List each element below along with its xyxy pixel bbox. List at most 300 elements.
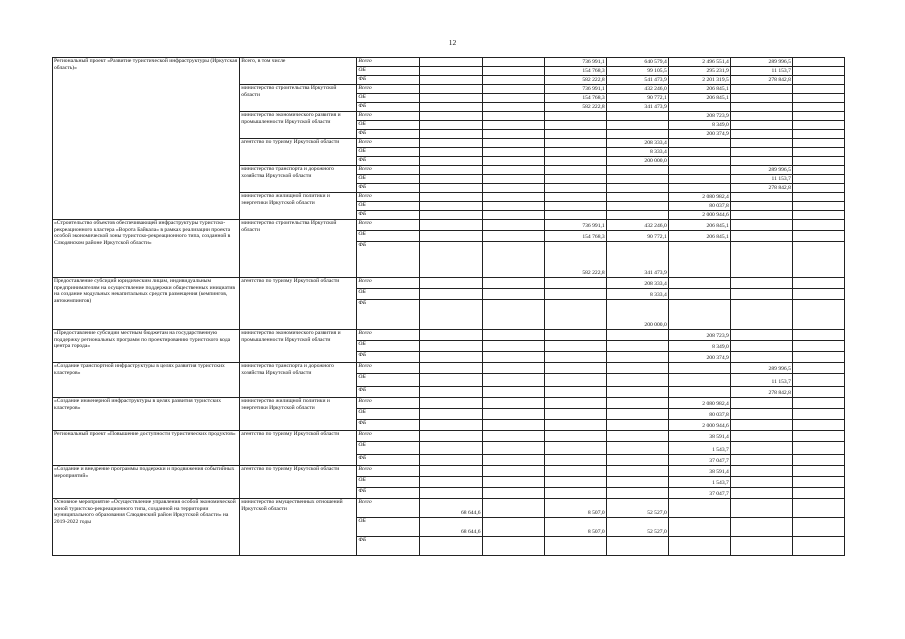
amount-cell bbox=[482, 289, 544, 300]
amount-cell bbox=[544, 477, 606, 488]
amount-cell bbox=[606, 455, 668, 466]
amount-cell bbox=[792, 166, 844, 175]
amount-cell bbox=[792, 148, 844, 157]
amount-cell bbox=[730, 242, 792, 278]
amount-cell bbox=[730, 499, 792, 518]
amount-cell bbox=[730, 121, 792, 130]
amount-cell bbox=[606, 420, 668, 431]
amount-cell bbox=[730, 409, 792, 420]
amount-cell bbox=[606, 202, 668, 211]
amount-cell bbox=[420, 477, 482, 488]
amount-cell bbox=[668, 278, 730, 289]
amount-cell bbox=[482, 58, 544, 67]
amount-cell bbox=[668, 166, 730, 175]
amount-cell bbox=[482, 352, 544, 363]
amount-cell bbox=[730, 220, 792, 231]
amount-cell: 289 996,5 bbox=[730, 363, 792, 374]
amount-cell: 289 996,5 bbox=[730, 58, 792, 67]
funding-source-cell: ОБ bbox=[357, 67, 420, 76]
table-row bbox=[53, 278, 845, 289]
amount-cell: 200 000,0 bbox=[606, 300, 668, 330]
amount-cell bbox=[420, 166, 482, 175]
amount-cell bbox=[606, 431, 668, 442]
amount-cell bbox=[730, 231, 792, 242]
amount-cell bbox=[482, 94, 544, 103]
table-row bbox=[53, 499, 845, 518]
amount-cell: 582 222,8 bbox=[544, 76, 606, 85]
amount-cell: 90 772,1 bbox=[606, 231, 668, 242]
amount-cell bbox=[482, 148, 544, 157]
amount-cell bbox=[730, 94, 792, 103]
amount-cell bbox=[792, 184, 844, 193]
amount-cell bbox=[792, 537, 844, 556]
amount-cell bbox=[668, 103, 730, 112]
amount-cell bbox=[606, 477, 668, 488]
amount-cell bbox=[606, 341, 668, 352]
funding-source-cell: ФБ bbox=[357, 387, 420, 398]
funding-source-cell: Всего bbox=[357, 363, 420, 374]
amount-cell bbox=[420, 341, 482, 352]
executor-cell: министерство транспорта и дорожного хозяйства Иркутской области bbox=[240, 166, 357, 193]
amount-cell bbox=[792, 242, 844, 278]
amount-cell bbox=[482, 330, 544, 341]
amount-cell bbox=[420, 231, 482, 242]
amount-cell bbox=[668, 499, 730, 518]
amount-cell: 582 222,8 bbox=[544, 103, 606, 112]
amount-cell bbox=[792, 300, 844, 330]
amount-cell bbox=[792, 94, 844, 103]
amount-cell: 80 037,8 bbox=[668, 409, 730, 420]
amount-cell bbox=[482, 175, 544, 184]
amount-cell: 8 349,0 bbox=[668, 121, 730, 130]
amount-cell bbox=[420, 103, 482, 112]
executor-cell: министерство жилищной политики и энергетики Иркутской области bbox=[240, 398, 357, 431]
executor-cell: министерство жилищной политики и энергетики Иркутской области bbox=[240, 193, 357, 220]
funding-source-cell: ФБ bbox=[357, 76, 420, 85]
amount-cell bbox=[482, 300, 544, 330]
funding-source-cell: ФБ bbox=[357, 130, 420, 139]
amount-cell bbox=[792, 518, 844, 537]
amount-cell bbox=[792, 202, 844, 211]
amount-cell bbox=[606, 363, 668, 374]
amount-cell: 200 374,9 bbox=[668, 130, 730, 139]
amount-cell bbox=[544, 300, 606, 330]
amount-cell bbox=[420, 184, 482, 193]
amount-cell bbox=[544, 166, 606, 175]
amount-cell: 68 644,6 bbox=[420, 518, 482, 537]
amount-cell bbox=[420, 211, 482, 220]
funding-source-cell: ФБ bbox=[357, 300, 420, 330]
amount-cell: 206 845,1 bbox=[668, 220, 730, 231]
executor-cell: министерство строительства Иркутской области bbox=[240, 85, 357, 112]
amount-cell bbox=[482, 121, 544, 130]
amount-cell: 289 996,5 bbox=[730, 166, 792, 175]
executor-cell: агентство по туризму Иркутской области bbox=[240, 139, 357, 166]
amount-cell bbox=[668, 518, 730, 537]
funding-source-cell: ОБ bbox=[357, 175, 420, 184]
amount-cell bbox=[668, 537, 730, 556]
amount-cell bbox=[730, 420, 792, 431]
activity-name-cell: Региональный проект «Развитие туристической инфраструктуры (Иркутская область)» bbox=[53, 58, 240, 220]
table-row bbox=[53, 58, 845, 67]
amount-cell: 736 991,1 bbox=[544, 220, 606, 231]
amount-cell bbox=[606, 398, 668, 409]
amount-cell bbox=[482, 442, 544, 455]
amount-cell bbox=[668, 300, 730, 330]
amount-cell bbox=[730, 289, 792, 300]
activity-name-cell: «Создание инженерной инфраструктуры в целях развития туристских кластеров» bbox=[53, 398, 240, 431]
executor-cell: министерство строительства Иркутской области bbox=[240, 220, 357, 278]
amount-cell bbox=[730, 455, 792, 466]
amount-cell bbox=[482, 67, 544, 76]
amount-cell: 1 543,7 bbox=[668, 442, 730, 455]
amount-cell bbox=[544, 488, 606, 499]
executor-cell: агентство по туризму Иркутской области bbox=[240, 466, 357, 499]
funding-source-cell: ФБ bbox=[357, 211, 420, 220]
amount-cell: 68 644,6 bbox=[420, 499, 482, 518]
amount-cell: 736 991,1 bbox=[544, 85, 606, 94]
amount-cell bbox=[606, 121, 668, 130]
amount-cell bbox=[668, 242, 730, 278]
amount-cell: 8 333,4 bbox=[606, 289, 668, 300]
amount-cell bbox=[792, 466, 844, 477]
amount-cell bbox=[792, 431, 844, 442]
amount-cell bbox=[420, 121, 482, 130]
amount-cell bbox=[730, 442, 792, 455]
amount-cell bbox=[792, 499, 844, 518]
amount-cell bbox=[482, 409, 544, 420]
amount-cell bbox=[420, 157, 482, 166]
executor-cell: министерство транспорта и дорожного хозяйства Иркутской области bbox=[240, 363, 357, 398]
amount-cell bbox=[668, 289, 730, 300]
funding-source-cell: ФБ bbox=[357, 455, 420, 466]
amount-cell bbox=[792, 420, 844, 431]
amount-cell bbox=[792, 121, 844, 130]
amount-cell: 154 768,3 bbox=[544, 67, 606, 76]
amount-cell bbox=[544, 157, 606, 166]
amount-cell: 432 246,0 bbox=[606, 220, 668, 231]
funding-source-cell: ОБ bbox=[357, 341, 420, 352]
amount-cell bbox=[792, 231, 844, 242]
amount-cell bbox=[606, 537, 668, 556]
activity-name-cell: Основное мероприятие «Осуществление управления особой экономической зоной туристско-рекреационного типа, созданной на территории муниципального образования Слюдянский район Иркутской области» на 2019-2022 годы bbox=[53, 499, 240, 556]
amount-cell bbox=[420, 202, 482, 211]
amount-cell: 341 473,9 bbox=[606, 242, 668, 278]
activity-name-cell: Предоставление субсидий юридическим лицам, индивидуальным предпринимателям на осуществление поддержки общественных инициатив на создание модульных некапитальных средств размещения (кемпингов, автокемпингов) bbox=[53, 278, 240, 330]
funding-source-cell: ФБ bbox=[357, 103, 420, 112]
amount-cell: 11 153,7 bbox=[730, 67, 792, 76]
amount-cell bbox=[420, 300, 482, 330]
amount-cell bbox=[544, 130, 606, 139]
amount-cell bbox=[730, 300, 792, 330]
amount-cell bbox=[482, 431, 544, 442]
amount-cell bbox=[420, 409, 482, 420]
funding-source-cell: ФБ bbox=[357, 157, 420, 166]
funding-source-cell: Всего bbox=[357, 278, 420, 289]
amount-cell bbox=[792, 76, 844, 85]
amount-cell bbox=[544, 289, 606, 300]
amount-cell bbox=[544, 409, 606, 420]
amount-cell bbox=[792, 330, 844, 341]
amount-cell bbox=[420, 398, 482, 409]
amount-cell bbox=[420, 278, 482, 289]
amount-cell bbox=[544, 184, 606, 193]
amount-cell bbox=[668, 184, 730, 193]
amount-cell bbox=[482, 85, 544, 94]
amount-cell bbox=[482, 398, 544, 409]
amount-cell bbox=[544, 420, 606, 431]
amount-cell bbox=[730, 112, 792, 121]
amount-cell bbox=[792, 374, 844, 387]
amount-cell bbox=[482, 466, 544, 477]
amount-cell bbox=[544, 455, 606, 466]
amount-cell: 640 579,4 bbox=[606, 58, 668, 67]
amount-cell: 2 080 982,4 bbox=[668, 398, 730, 409]
amount-cell bbox=[420, 466, 482, 477]
amount-cell bbox=[792, 363, 844, 374]
amount-cell bbox=[730, 466, 792, 477]
amount-cell: 52 527,0 bbox=[606, 499, 668, 518]
amount-cell bbox=[482, 420, 544, 431]
amount-cell bbox=[730, 148, 792, 157]
amount-cell: 2 000 944,6 bbox=[668, 420, 730, 431]
amount-cell bbox=[606, 175, 668, 184]
amount-cell bbox=[420, 58, 482, 67]
amount-cell bbox=[420, 537, 482, 556]
amount-cell bbox=[730, 139, 792, 148]
amount-cell bbox=[792, 398, 844, 409]
amount-cell bbox=[730, 103, 792, 112]
amount-cell bbox=[420, 220, 482, 231]
executor-cell: министерство экономического развития и промышленности Иркутской области bbox=[240, 330, 357, 363]
amount-cell bbox=[482, 242, 544, 278]
amount-cell bbox=[482, 130, 544, 139]
amount-cell bbox=[544, 193, 606, 202]
funding-source-cell: Всего bbox=[357, 499, 420, 518]
amount-cell bbox=[420, 112, 482, 121]
funding-source-cell: Всего bbox=[357, 220, 420, 231]
amount-cell: 11 153,7 bbox=[730, 175, 792, 184]
amount-cell bbox=[792, 289, 844, 300]
amount-cell bbox=[606, 352, 668, 363]
amount-cell bbox=[606, 409, 668, 420]
amount-cell bbox=[792, 67, 844, 76]
funding-source-cell: ОБ bbox=[357, 289, 420, 300]
table-row bbox=[53, 330, 845, 341]
amount-cell bbox=[792, 488, 844, 499]
amount-cell bbox=[544, 139, 606, 148]
amount-cell bbox=[544, 175, 606, 184]
amount-cell bbox=[482, 157, 544, 166]
funding-source-cell: ОБ bbox=[357, 148, 420, 157]
amount-cell: 154 768,3 bbox=[544, 231, 606, 242]
amount-cell bbox=[420, 387, 482, 398]
amount-cell bbox=[420, 352, 482, 363]
amount-cell bbox=[792, 477, 844, 488]
amount-cell: 37 047,7 bbox=[668, 455, 730, 466]
amount-cell bbox=[606, 112, 668, 121]
amount-cell bbox=[544, 537, 606, 556]
funding-source-cell: ОБ bbox=[357, 518, 420, 537]
amount-cell: 8 349,0 bbox=[668, 341, 730, 352]
amount-cell bbox=[730, 431, 792, 442]
amount-cell bbox=[482, 537, 544, 556]
amount-cell bbox=[792, 139, 844, 148]
amount-cell: 206 845,1 bbox=[668, 231, 730, 242]
funding-source-cell: ОБ bbox=[357, 202, 420, 211]
activity-name-cell: Региональный проект «Повышение доступности туристических продуктов» bbox=[53, 431, 240, 466]
amount-cell bbox=[792, 157, 844, 166]
amount-cell bbox=[482, 278, 544, 289]
amount-cell: 90 772,1 bbox=[606, 94, 668, 103]
funding-source-cell: Всего bbox=[357, 139, 420, 148]
funding-source-cell: ОБ bbox=[357, 121, 420, 130]
amount-cell bbox=[482, 363, 544, 374]
funding-source-cell: ФБ bbox=[357, 488, 420, 499]
amount-cell bbox=[730, 130, 792, 139]
amount-cell bbox=[544, 112, 606, 121]
amount-cell bbox=[606, 488, 668, 499]
funding-source-cell: Всего bbox=[357, 85, 420, 94]
amount-cell: 208 333,4 bbox=[606, 278, 668, 289]
amount-cell bbox=[420, 330, 482, 341]
amount-cell bbox=[730, 537, 792, 556]
amount-cell bbox=[420, 175, 482, 184]
amount-cell: 99 105,5 bbox=[606, 67, 668, 76]
funding-source-cell: ОБ bbox=[357, 409, 420, 420]
amount-cell bbox=[482, 139, 544, 148]
amount-cell: 295 231,9 bbox=[668, 67, 730, 76]
amount-cell bbox=[420, 67, 482, 76]
amount-cell bbox=[668, 175, 730, 184]
amount-cell: 278 842,8 bbox=[730, 76, 792, 85]
funding-source-cell: Всего bbox=[357, 193, 420, 202]
amount-cell bbox=[730, 278, 792, 289]
table-row bbox=[53, 398, 845, 409]
funding-source-cell: Всего bbox=[357, 466, 420, 477]
amount-cell bbox=[482, 184, 544, 193]
amount-cell bbox=[544, 442, 606, 455]
amount-cell bbox=[606, 466, 668, 477]
amount-cell bbox=[420, 363, 482, 374]
amount-cell bbox=[792, 341, 844, 352]
amount-cell bbox=[606, 184, 668, 193]
amount-cell bbox=[792, 130, 844, 139]
activity-name-cell: «Создание и внедрение программы поддержки и продвижения событийных мероприятий» bbox=[53, 466, 240, 499]
amount-cell bbox=[482, 231, 544, 242]
amount-cell: 200 000,0 bbox=[606, 157, 668, 166]
activity-name-cell: «Предоставление субсидии местным бюджетам на государственную поддержку региональных программ по проектированию туристского кода центра города» bbox=[53, 330, 240, 363]
amount-cell bbox=[544, 466, 606, 477]
amount-cell bbox=[420, 431, 482, 442]
amount-cell bbox=[792, 58, 844, 67]
amount-cell bbox=[420, 139, 482, 148]
amount-cell bbox=[544, 398, 606, 409]
amount-cell bbox=[544, 387, 606, 398]
amount-cell: 38 591,4 bbox=[668, 431, 730, 442]
funding-source-cell: Всего bbox=[357, 58, 420, 67]
amount-cell bbox=[544, 211, 606, 220]
amount-cell bbox=[606, 374, 668, 387]
amount-cell bbox=[606, 211, 668, 220]
amount-cell bbox=[544, 363, 606, 374]
amount-cell: 208 723,9 bbox=[668, 330, 730, 341]
amount-cell: 2 201 319,5 bbox=[668, 76, 730, 85]
amount-cell bbox=[482, 220, 544, 231]
table-row bbox=[53, 466, 845, 477]
executor-cell: агентство по туризму Иркутской области bbox=[240, 278, 357, 330]
amount-cell: 208 723,9 bbox=[668, 112, 730, 121]
amount-cell: 200 374,9 bbox=[668, 352, 730, 363]
funding-source-cell: Всего bbox=[357, 166, 420, 175]
amount-cell bbox=[730, 330, 792, 341]
amount-cell bbox=[420, 488, 482, 499]
amount-cell bbox=[482, 387, 544, 398]
amount-cell bbox=[544, 148, 606, 157]
amount-cell bbox=[420, 242, 482, 278]
funding-source-cell: Всего bbox=[357, 398, 420, 409]
amount-cell bbox=[420, 442, 482, 455]
amount-cell: 1 543,7 bbox=[668, 477, 730, 488]
amount-cell bbox=[420, 94, 482, 103]
amount-cell bbox=[482, 477, 544, 488]
amount-cell bbox=[420, 289, 482, 300]
amount-cell bbox=[792, 409, 844, 420]
amount-cell bbox=[792, 455, 844, 466]
amount-cell bbox=[668, 363, 730, 374]
amount-cell: 8 333,4 bbox=[606, 148, 668, 157]
funding-source-cell: ФБ bbox=[357, 184, 420, 193]
amount-cell bbox=[792, 278, 844, 289]
amount-cell: 154 768,3 bbox=[544, 94, 606, 103]
amount-cell bbox=[730, 85, 792, 94]
amount-cell bbox=[544, 330, 606, 341]
amount-cell bbox=[792, 352, 844, 363]
funding-source-cell: Всего bbox=[357, 431, 420, 442]
amount-cell bbox=[730, 518, 792, 537]
executor-cell: министерство экономического развития и промышленности Иркутской области bbox=[240, 112, 357, 139]
amount-cell bbox=[482, 488, 544, 499]
amount-cell: 2 496 551,4 bbox=[668, 58, 730, 67]
funding-source-cell: Всего bbox=[357, 330, 420, 341]
amount-cell: 2 000 944,6 bbox=[668, 211, 730, 220]
funding-source-cell: ОБ bbox=[357, 231, 420, 242]
amount-cell bbox=[482, 193, 544, 202]
amount-cell bbox=[420, 193, 482, 202]
amount-cell bbox=[792, 193, 844, 202]
funding-source-cell: Всего bbox=[357, 112, 420, 121]
amount-cell bbox=[668, 157, 730, 166]
amount-cell: 52 527,0 bbox=[606, 518, 668, 537]
amount-cell bbox=[544, 121, 606, 130]
amount-cell: 541 473,9 bbox=[606, 76, 668, 85]
amount-cell bbox=[730, 341, 792, 352]
amount-cell: 206 845,1 bbox=[668, 94, 730, 103]
funding-source-cell: ФБ bbox=[357, 537, 420, 556]
funding-source-cell: ФБ bbox=[357, 242, 420, 278]
amount-cell: 432 246,0 bbox=[606, 85, 668, 94]
activity-name-cell: «Создание транспортной инфраструктуры в целях развития туристских кластеров» bbox=[53, 363, 240, 398]
amount-cell bbox=[482, 103, 544, 112]
executor-cell: агентство по туризму Иркутской области bbox=[240, 431, 357, 466]
amount-cell: 38 591,4 bbox=[668, 466, 730, 477]
amount-cell bbox=[792, 387, 844, 398]
amount-cell bbox=[792, 85, 844, 94]
table-row bbox=[53, 431, 845, 442]
amount-cell bbox=[606, 442, 668, 455]
amount-cell bbox=[730, 488, 792, 499]
amount-cell bbox=[668, 387, 730, 398]
